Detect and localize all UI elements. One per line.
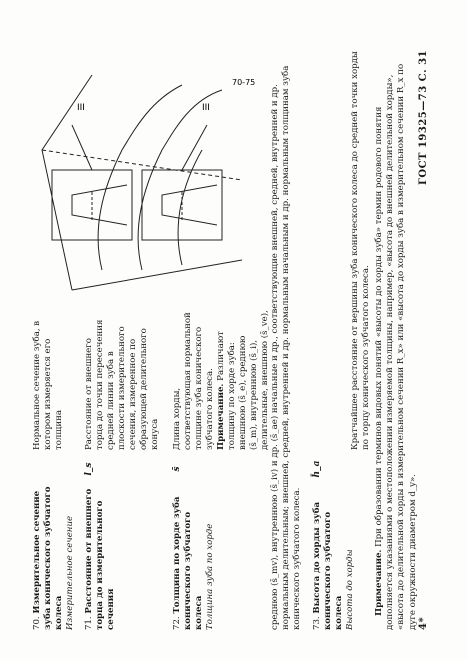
- definition-text: Длина хорды, соответствующая нормальной толщине зуба конического зубчатого колеса.: [172, 312, 215, 450]
- term-synonym: Измерительное сечение: [65, 515, 75, 630]
- term-number: 70.: [32, 616, 42, 630]
- rotated-content: [24, 50, 434, 630]
- tooth-flank: [98, 85, 182, 270]
- tooth-profile: [162, 185, 217, 225]
- symbol-73: h̄_a: [312, 460, 322, 478]
- term-number: 73.: [312, 616, 322, 630]
- gear-tooth-figure: [32, 60, 262, 300]
- section-label: III: [77, 103, 85, 113]
- definition-70: Нормальное сечение зуба, в котором измеряется его толщина: [32, 320, 64, 450]
- symbol-72: s̄: [172, 466, 182, 472]
- definition-71: Расстояние от внешнего торца до точки пересечения средней линии зуба в плоскости измерительного сечения, измеренное по образующей делительного конуса: [84, 319, 160, 450]
- term-title: Толщина по хорде зуба конического зубчатого колеса: [172, 496, 204, 630]
- page-number: 4*: [418, 616, 429, 630]
- term-73: [312, 480, 356, 630]
- term-70: [32, 480, 76, 630]
- figure-number: 70-75: [232, 78, 256, 87]
- note-73: [374, 50, 419, 630]
- term-number: 72.: [172, 616, 182, 630]
- note-label: Примечание.: [374, 549, 384, 616]
- note-text: Различают толщину по хорде зуба: внешнюю (s̄_e), среднюю (s̄_m), внутреннюю (s̄_i), делительные, внешнюю (s̄_ve),: [216, 310, 270, 450]
- standard-reference: ГОСТ 19325—73 С. 31: [418, 50, 429, 186]
- definition-72: [172, 310, 271, 450]
- term-synonym: Высота до хорды: [345, 549, 355, 630]
- leader-line: [72, 125, 207, 170]
- tooth-flank: [138, 90, 222, 270]
- note-72-continuation: среднюю (s̄_mv), внутреннюю (s̄_iv) и др. (s̄_ae) начальные и др., соответствующие внешней, средней, внутренней и др. нормальным делительным; внешней, средней, внутренней и др. нормальным начальным и др. нормальным толщинам зуба конического зубчатого колеса.: [270, 65, 303, 630]
- term-number: 71.: [84, 616, 94, 630]
- cone-generator: [72, 260, 242, 290]
- page-header: [418, 50, 429, 630]
- term-title: Высота до хорды зуба конического зубчатого колеса: [312, 501, 344, 630]
- term-title: Расстояние от внешнего торца до измерительного сечения: [84, 488, 116, 630]
- section-label: III: [202, 103, 210, 113]
- term-synonym: Толщина зуба по хорде: [205, 523, 215, 630]
- term-title: Измерительное сечение зуба конического зубчатого колеса: [32, 486, 64, 630]
- note-text: При образовании терминов видовых понятий «высоты до хорды зуба» термин родового понятия дополняется указаниями о местоположении измеряемой толщины, например, «высота до внешней делительной хорды», «высота до делительной хорды в измерительном сечении R_x» или «высота до хорды зуба в измерительном сечении R_x по дуге окружности диаметром d_y».: [374, 63, 418, 630]
- definition-73: Кратчайшее расстояние от вершины зуба конического колеса до средней точки хорды по торцу конического зубчатого колеса.: [350, 51, 372, 450]
- term-72: [172, 480, 216, 630]
- symbol-71: l_s: [84, 462, 94, 476]
- term-71: [84, 480, 117, 630]
- note-label: Примечание.: [216, 383, 226, 450]
